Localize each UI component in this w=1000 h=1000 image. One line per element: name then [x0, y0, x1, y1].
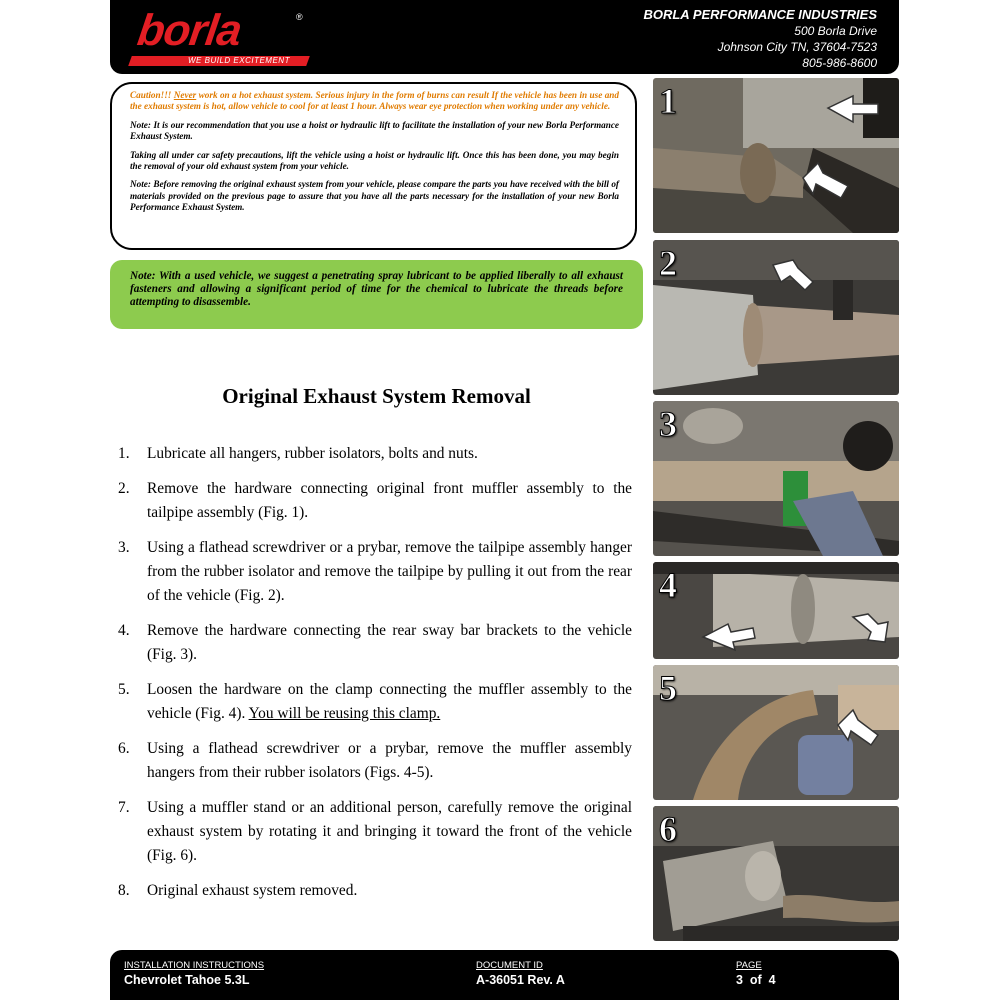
- registered-mark: ®: [296, 12, 303, 22]
- footer-document: [476, 960, 565, 989]
- vehicle-name: Chevrolet Tahoe 5.3L: [124, 973, 250, 987]
- step-number: 3.: [118, 539, 130, 556]
- page-number: 3 of 4: [736, 973, 776, 987]
- company-address-line1: 500 Borla Drive: [794, 24, 877, 38]
- figure-number: 5: [659, 668, 677, 708]
- section-title: Original Exhaust System Removal: [222, 384, 531, 408]
- document-id: A-36051 Rev. A: [476, 973, 565, 987]
- step-item: [118, 737, 632, 785]
- caution-notice-box: [110, 82, 637, 250]
- caution-lead: Caution!!!: [130, 90, 174, 100]
- figure-1-image: [653, 78, 899, 233]
- figure-1-photo: [653, 78, 899, 233]
- figure-6-image: [653, 806, 899, 941]
- page-header: [110, 0, 899, 74]
- figure-number: 4: [659, 565, 677, 605]
- figure-number: 6: [659, 809, 677, 849]
- step-number: 6.: [118, 740, 130, 757]
- step-item: [118, 879, 632, 903]
- company-address-line2: Johnson City TN, 37604-7523: [717, 40, 877, 54]
- step-item: [118, 536, 632, 608]
- step-text: Using a flathead screwdriver or a prybar, remove the tailpipe assembly hanger from the rubber isolator and remove the tailpipe by pulling it out from the rear of the vehicle (Fig. 2).: [147, 539, 632, 604]
- step-emphasis: You will be reusing this clamp.: [248, 705, 441, 722]
- footer-installation: [124, 960, 264, 989]
- step-number: 7.: [118, 799, 130, 816]
- step-item: [118, 796, 632, 868]
- caution-rest: work on a hot exhaust system. Serious injury in the form of burns can result If the vehicle has been in use and the exhaust system is hot, allow vehicle to cool for at least 1 hour. Always wear eye protection when working under any vehicle.: [130, 90, 619, 112]
- figure-6-photo: [653, 806, 899, 941]
- figure-2-image: [653, 240, 899, 395]
- figure-2-photo: [653, 240, 899, 395]
- parts-note: Note: Before removing the original exhaust system from your vehicle, please compare the parts you have received with the bill of materials provided on the previous page to assure that you have all the parts necessary for the installation of your new Borla Performance Exhaust System.: [130, 179, 619, 213]
- step-item: [118, 477, 632, 525]
- step-text: Remove the hardware connecting the rear sway bar brackets to the vehicle (Fig. 3).: [147, 622, 632, 663]
- figure-number: 3: [659, 404, 677, 444]
- figure-3-image: [653, 401, 899, 556]
- document-id-label: DOCUMENT ID: [476, 960, 543, 971]
- installation-label: INSTALLATION INSTRUCTIONS: [124, 960, 265, 971]
- step-text: Using a muffler stand or an additional person, carefully remove the original exhaust system by rotating it and bringing it toward the front of the vehicle (Fig. 6).: [147, 799, 632, 864]
- figure-number: 1: [659, 81, 677, 121]
- caution-paragraph: [130, 90, 619, 113]
- lift-note: Note: It is our recommendation that you use a hoist or hydraulic lift to facilitate the installation of your new Borla Performance Exhaust System.: [130, 119, 619, 142]
- step-number: 8.: [118, 882, 130, 899]
- step-item: [118, 442, 632, 466]
- borla-logo: [130, 6, 310, 68]
- figure-5-photo: [653, 665, 899, 800]
- safety-note: Taking all under car safety precautions, lift the vehicle using a hoist or hydraulic lift. Once this has been done, you may begin the removal of your old exhaust system from your vehicle.: [130, 149, 619, 172]
- company-info: [643, 7, 877, 71]
- lubricant-note: Note: With a used vehicle, we suggest a penetrating spray lubricant to be applied liberally to all exhaust fasteners and allowing a significant period of time for the chemical to lubricate the threads before attempting to disassemble.: [110, 260, 643, 329]
- step-text: Lubricate all hangers, rubber isolators, bolts and nuts.: [147, 445, 478, 462]
- step-text: Remove the hardware connecting original front muffler assembly to the tailpipe assembly (Fig. 1).: [147, 480, 632, 521]
- step-number: 5.: [118, 681, 130, 698]
- figure-4-photo: [653, 562, 899, 659]
- step-text: Using a flathead screwdriver or a prybar, remove the muffler assembly hangers from their rubber isolators (Figs. 4-5).: [147, 740, 632, 781]
- step-item: [118, 619, 632, 667]
- company-name: BORLA PERFORMANCE INDUSTRIES: [643, 7, 877, 22]
- step-number: 4.: [118, 622, 130, 639]
- footer-page: [736, 960, 776, 989]
- page-label: PAGE: [736, 960, 762, 971]
- figure-number: 2: [659, 243, 677, 283]
- company-phone: 805-986-8600: [802, 56, 877, 70]
- step-number: 1.: [118, 445, 130, 462]
- logo-tagline: WE BUILD EXCITEMENT: [188, 56, 290, 65]
- step-text: Original exhaust system removed.: [147, 882, 358, 899]
- figure-5-image: [653, 665, 899, 800]
- step-number: 2.: [118, 480, 130, 497]
- page-footer: [110, 950, 899, 1000]
- removal-steps-list: [118, 442, 632, 914]
- figure-3-photo: [653, 401, 899, 556]
- caution-never: Never: [173, 90, 197, 100]
- step-item: [118, 678, 632, 726]
- logo-wordmark: borla: [134, 6, 245, 55]
- figure-4-image: [653, 562, 899, 659]
- step-text: Loosen the hardware on the clamp connecting the muffler assembly to the vehicle (Fig. 4).: [147, 681, 632, 722]
